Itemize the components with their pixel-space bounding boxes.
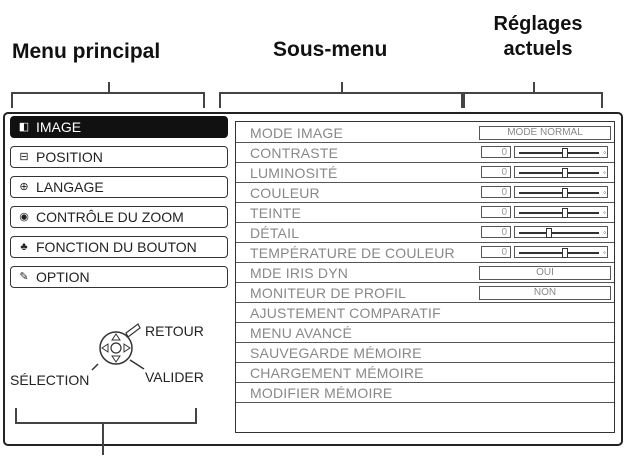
submenu-row-label: MENU AVANCÉ [250,325,353,341]
main-menu-item-0[interactable] [10,116,228,138]
slider-value: 0 [481,166,511,178]
main-menu-bracket [11,92,205,108]
slider-end-icon: ◦ [603,148,606,157]
position-icon: ⊟ [19,151,29,163]
setting-slider[interactable] [481,246,609,258]
current-settings-bracket [463,92,603,108]
slider-thumb[interactable] [546,228,552,238]
nav-confirm-label: VALIDER [145,369,204,385]
main-menu-item-5[interactable] [10,266,228,288]
submenu-row[interactable] [236,264,614,283]
option-icon: ✎ [19,271,29,283]
submenu-row-label: COULEUR [250,185,320,201]
current-setting-value: OUI [479,266,611,280]
setting-slider[interactable] [481,166,609,178]
submenu-row-label: MONITEUR DE PROFIL [250,285,407,301]
image-icon: ◧ [18,121,30,133]
main-menu-item-label: FONCTION DU BOUTON [36,239,197,255]
slider-end-icon: ◦ [603,248,606,257]
slider-bar[interactable] [514,146,608,158]
slider-value: 0 [481,246,511,258]
main-menu-item-label: LANGAGE [36,179,104,195]
slider-track [519,212,599,214]
setting-slider[interactable] [481,226,609,238]
submenu-row[interactable] [236,324,614,343]
submenu-row[interactable] [236,124,614,143]
current-settings-heading: Réglages actuels [493,13,583,60]
main-menu-item-2[interactable] [10,176,228,198]
submenu-row-label: LUMINOSITÉ [250,165,338,181]
setting-slider[interactable] [481,146,609,158]
submenu-row-label: MODIFIER MÉMOIRE [250,385,393,401]
submenu-row[interactable] [236,364,614,383]
slider-value: 0 [481,146,511,158]
submenu-row-label: TEMPÉRATURE DE COULEUR [250,245,455,261]
submenu-row[interactable] [236,204,614,223]
slider-end-icon: ◦ [603,228,606,237]
slider-track [519,172,599,174]
current-setting-value: MODE NORMAL [479,126,611,140]
submenu-row[interactable] [236,304,614,323]
slider-thumb[interactable] [562,208,568,218]
main-menu-item-label: OPTION [36,269,90,285]
slider-value: 0 [481,186,511,198]
setting-slider[interactable] [481,186,609,198]
globe-icon: ⊕ [19,181,29,193]
main-menu-item-3[interactable] [10,206,228,228]
submenu-row[interactable] [236,164,614,183]
submenu-row-label: CHARGEMENT MÉMOIRE [250,365,424,381]
submenu-row-label: CONTRASTE [250,145,339,161]
main-menu-item-1[interactable] [10,146,228,168]
nav-back-label: RETOUR [145,323,204,339]
main-menu-item-label: POSITION [36,149,103,165]
slider-end-icon: ◦ [603,208,606,217]
submenu-bracket [219,92,463,108]
main-menu-item-label: CONTRÔLE DU ZOOM [36,209,184,225]
submenu-panel [235,121,615,433]
slider-thumb[interactable] [562,248,568,258]
slider-value: 0 [481,206,511,218]
submenu-row-label: AJUSTEMENT COMPARATIF [250,305,441,321]
nav-bracket-tick [102,423,104,455]
main-menu-item-label: IMAGE [36,119,82,135]
slider-track [519,152,599,154]
submenu-row-label: TEINTE [250,205,301,221]
zoom-icon: ◉ [19,211,29,223]
slider-thumb[interactable] [562,188,568,198]
slider-end-icon: ◦ [603,188,606,197]
submenu-row[interactable] [236,244,614,263]
slider-bar[interactable] [514,186,608,198]
slider-thumb[interactable] [562,168,568,178]
slider-bar[interactable] [514,226,608,238]
submenu-row-label: SAUVEGARDE MÉMOIRE [250,345,422,361]
slider-end-icon: ◦ [603,168,606,177]
slider-bar[interactable] [514,166,608,178]
slider-bar[interactable] [514,246,608,258]
slider-thumb[interactable] [562,148,568,158]
slider-bar[interactable] [514,206,608,218]
nav-select-label: SÉLECTION [10,372,90,388]
submenu-row[interactable] [236,224,614,243]
slider-value: 0 [481,226,511,238]
main-menu-item-4[interactable] [10,236,228,258]
submenu-row[interactable] [236,184,614,203]
button-function-icon: ♣ [20,241,28,253]
submenu-row[interactable] [236,344,614,363]
submenu-heading: Sous-menu [273,38,388,61]
main-menu [10,116,228,296]
navigation-pad-icon [88,320,158,378]
submenu-row[interactable] [236,384,614,403]
submenu-row-label: MDE IRIS DYN [250,265,349,281]
submenu-row[interactable] [236,144,614,163]
submenu-row-label: MODE IMAGE [250,125,344,141]
submenu-row[interactable] [236,284,614,303]
current-setting-value: NON [479,286,611,300]
slider-track [519,232,599,234]
slider-track [519,192,599,194]
main-menu-heading: Menu principal [12,40,161,63]
setting-slider[interactable] [481,206,609,218]
submenu-row-label: DÉTAIL [250,225,300,241]
nav-bracket [15,408,197,424]
slider-track [519,252,599,254]
